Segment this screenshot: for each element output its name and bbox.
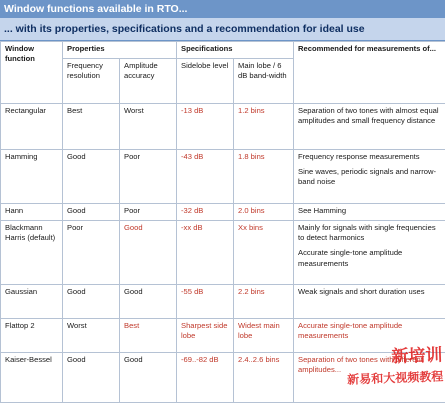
window-name: Kaiser-Bessel: [1, 353, 63, 403]
recommendation-text: Frequency response measurements: [298, 152, 441, 162]
sidelobe-level: Sharpest side lobe: [177, 319, 234, 353]
amplitude-accuracy: Good: [120, 285, 177, 319]
table-row: [1, 204, 445, 221]
header-amplitude-accuracy: Amplitude accuracy: [120, 59, 177, 104]
frequency-resolution: Good: [63, 204, 120, 221]
main-lobe: Widest main lobe: [234, 319, 294, 353]
main-lobe: Xx bins: [234, 221, 294, 285]
frequency-resolution: Best: [63, 104, 120, 150]
header-window-function: Window function: [1, 42, 63, 104]
window-name: Blackmann Harris (default): [1, 221, 63, 285]
header-frequency-resolution: Frequency resolution: [63, 59, 120, 104]
recommendation: See Hamming: [294, 204, 445, 221]
window-name: Gaussian: [1, 285, 63, 319]
sidelobe-level: -43 dB: [177, 150, 234, 204]
amplitude-accuracy: Poor: [120, 150, 177, 204]
window-name: Rectangular: [1, 104, 63, 150]
recommendation: [294, 150, 445, 204]
amplitude-accuracy: Worst: [120, 104, 177, 150]
frequency-resolution: Worst: [63, 319, 120, 353]
recommendation: [294, 221, 445, 285]
recommendation: Accurate single-tone amplitude measurements: [294, 319, 445, 353]
sidelobe-level: -13 dB: [177, 104, 234, 150]
window-name: Flattop 2: [1, 319, 63, 353]
recommendation-text: Sine waves, periodic signals and narrow-band noise: [298, 167, 441, 187]
amplitude-accuracy: Poor: [120, 204, 177, 221]
table-row: [1, 221, 445, 285]
recommendation: Weak signals and short duration uses: [294, 285, 445, 319]
recommendation-text: Mainly for signals with single frequencies to detect harmonics: [298, 223, 441, 243]
main-lobe: 1.2 bins: [234, 104, 294, 150]
window-name: Hamming: [1, 150, 63, 204]
header-properties: Properties: [63, 42, 177, 59]
banner: Window functions available in RTO...: [0, 0, 445, 18]
header-main-lobe: Main lobe / 6 dB band-width: [234, 59, 294, 104]
watermark-line: 新培训: [292, 343, 443, 372]
recommendation-text: Separation of two tones with almost equal amplitudes and small frequency distance: [298, 106, 441, 126]
table-row: [1, 104, 445, 150]
watermark: [292, 343, 444, 400]
amplitude-accuracy: Best: [120, 319, 177, 353]
frequency-resolution: Good: [63, 285, 120, 319]
recommendation: Separation of two tones with different amplitudes...: [294, 353, 445, 403]
main-lobe: 2.2 bins: [234, 285, 294, 319]
header-recommended: Recommended for measurements of...: [294, 42, 445, 104]
sidelobe-level: -55 dB: [177, 285, 234, 319]
watermark-line: 新易和大视频教程: [293, 367, 444, 390]
table-row: [1, 285, 445, 319]
frequency-resolution: Good: [63, 150, 120, 204]
subtitle: ... with its properties, specifications and a recommendation for ideal use: [0, 18, 445, 41]
sidelobe-level: -69..-82 dB: [177, 353, 234, 403]
window-name: Hann: [1, 204, 63, 221]
recommendation: [294, 104, 445, 150]
header-specifications: Specifications: [177, 42, 294, 59]
amplitude-accuracy: Good: [120, 221, 177, 285]
main-lobe: 2.4..2.6 bins: [234, 353, 294, 403]
sidelobe-level: -xx dB: [177, 221, 234, 285]
frequency-resolution: Poor: [63, 221, 120, 285]
header-sidelobe-level: Sidelobe level: [177, 59, 234, 104]
recommendation-text: Accurate single-tone amplitude measurements: [298, 248, 441, 268]
amplitude-accuracy: Good: [120, 353, 177, 403]
main-lobe: 1.8 bins: [234, 150, 294, 204]
frequency-resolution: Good: [63, 353, 120, 403]
sidelobe-level: -32 dB: [177, 204, 234, 221]
table-row: [1, 150, 445, 204]
main-lobe: 2.0 bins: [234, 204, 294, 221]
